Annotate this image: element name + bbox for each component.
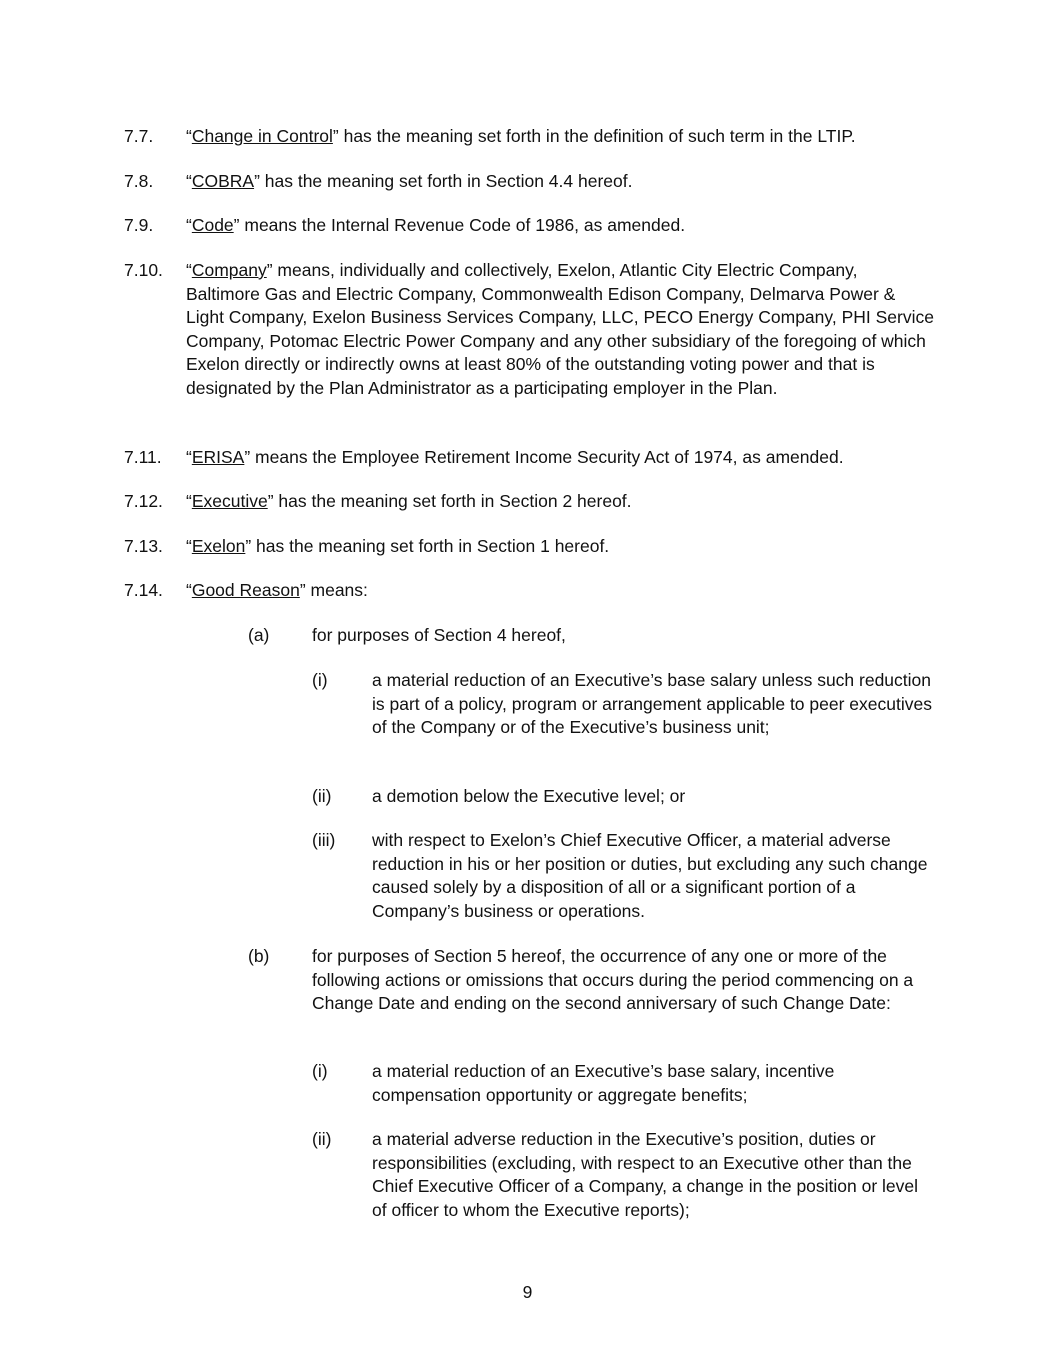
clause-text: a material reduction of an Executive’s base salary unless such reduction is part of a policy, program or arrangement applicable to peer executives of the Company or of the Executive’s business unit; [372,670,932,738]
defined-term: Executive [191,491,268,511]
section-text: “Company” means, individually and collectively, Exelon, Atlantic City Electric Company, Baltimore Gas and Electric Company, Commonwealth Edison Company, Delmarva Power & Light Company, Exelon Business Services Company, LLC, PECO Energy Company, PHI Service Company, Potomac Electric Power Company and any other subsidiary of the foregoing of which Exelon directly or indirectly owns at least 80% of the outstanding voting power and that is designated by the Plan Administrator as a participating employer in the Plan. [186,260,934,398]
clause-text: a demotion below the Executive level; or [372,786,686,806]
page-number: 9 [522,1282,533,1302]
defined-term: Code [191,215,234,235]
defined-term: COBRA [191,171,255,191]
section-text: “Exelon” has the meaning set forth in Section 1 hereof. [186,536,610,556]
clause-label: (iii) [312,830,336,850]
defined-term: Company [191,260,267,280]
defined-term: ERISA [191,447,245,467]
clause-text: for purposes of Section 4 hereof, [312,625,566,645]
clause-label: (i) [312,670,328,690]
defined-term: Good Reason [191,580,300,600]
section-text: “Executive” has the meaning set forth in Section 2 hereof. [186,491,632,511]
section-text: “ERISA” means the Employee Retirement Income Security Act of 1974, as amended. [186,447,844,467]
section-number: 7.8. [124,171,154,191]
section-number: 7.14. [124,580,163,600]
section-number: 7.11. [124,447,162,467]
clause-label: (a) [248,625,270,645]
clause-label: (ii) [312,1129,332,1149]
section-text: “COBRA” has the meaning set forth in Section 4.4 hereof. [186,171,633,191]
defined-term: Exelon [191,536,246,556]
section-number: 7.12. [124,491,163,511]
section-number: 7.9. [124,215,154,235]
section-number: 7.10. [124,260,163,280]
clause-text: with respect to Exelon’s Chief Executive Officer, a material adverse reduction in his or her position or duties, but excluding any such change caused solely by a disposition of all or a significant portion of a Company’s business or operations. [372,830,928,921]
section-number: 7.13. [124,536,163,556]
section-text: “Code” means the Internal Revenue Code of 1986, as amended. [186,215,686,235]
defined-term: Change in Control [191,126,333,146]
clause-label: (ii) [312,786,332,806]
clause-text: a material reduction of an Executive’s base salary, incentive compensation opportunity or aggregate benefits; [372,1061,835,1105]
clause-label: (b) [248,946,270,966]
section-text: “Change in Control” has the meaning set forth in the definition of such term in the LTIP. [186,126,856,146]
section-number: 7.7. [124,126,154,146]
clause-label: (i) [312,1061,328,1081]
clause-text: a material adverse reduction in the Executive’s position, duties or responsibilities (excluding, with respect to an Executive other than the Chief Executive Officer of a Company, a change in the position or level of officer to whom the Executive reports); [372,1129,919,1220]
section-text: “Good Reason” means: [186,580,368,600]
clause-text: for purposes of Section 5 hereof, the occurrence of any one or more of the following actions or omissions that occurs during the period commencing on a Change Date and ending on the second anniversary of such Change Date: [312,946,914,1014]
